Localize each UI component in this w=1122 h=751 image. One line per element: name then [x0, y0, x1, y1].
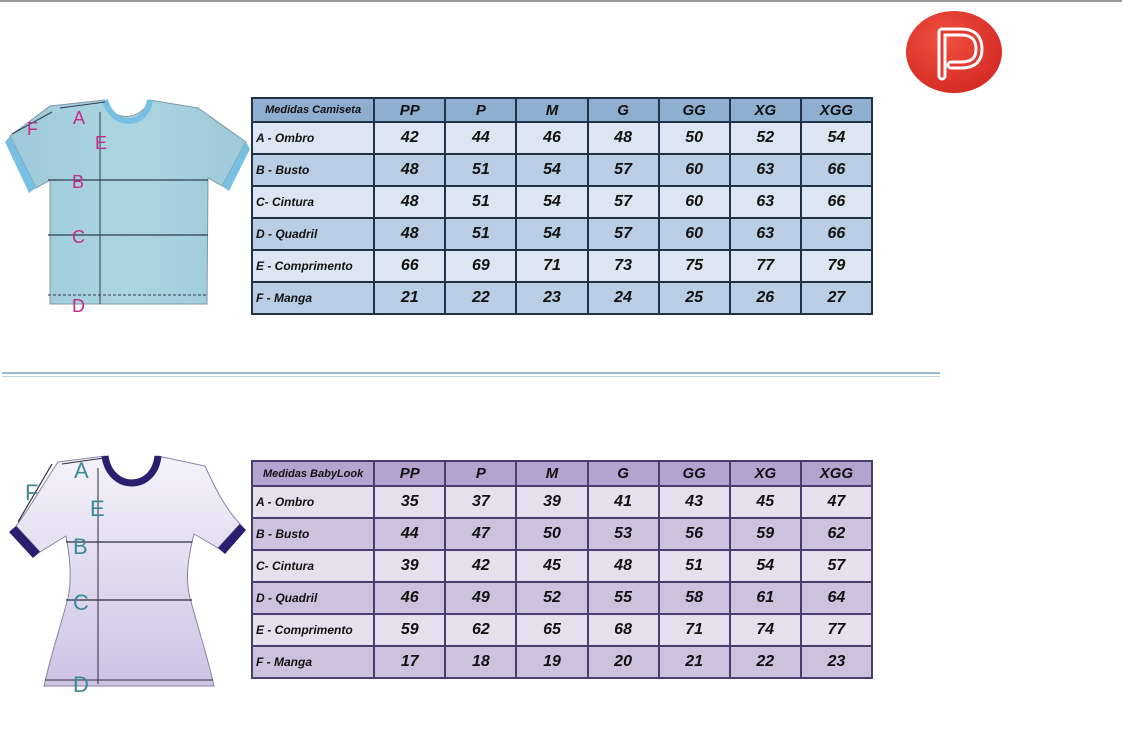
table-cell: 54 — [516, 218, 587, 250]
camiseta-size-table — [251, 97, 873, 315]
table-row — [252, 518, 872, 550]
size-header: XGG — [801, 98, 872, 122]
table-cell: 44 — [374, 518, 445, 550]
table-header-row — [252, 98, 872, 122]
row-label: B - Busto — [252, 154, 374, 186]
row-label: E - Comprimento — [252, 614, 374, 646]
table-cell: 52 — [730, 122, 801, 154]
table-cell: 44 — [445, 122, 516, 154]
table-cell: 66 — [801, 218, 872, 250]
size-header: G — [588, 98, 659, 122]
table-cell: 63 — [730, 154, 801, 186]
table-cell: 77 — [801, 614, 872, 646]
table-cell: 52 — [516, 582, 587, 614]
table-cell: 48 — [374, 218, 445, 250]
table-cell: 57 — [588, 186, 659, 218]
table-header-row — [252, 461, 872, 486]
size-header: G — [588, 461, 659, 486]
table-cell: 62 — [445, 614, 516, 646]
table-row — [252, 486, 872, 518]
shirt1-letter-e: E — [95, 133, 108, 153]
shirt2-letter-a: A — [74, 458, 89, 483]
row-label: C- Cintura — [252, 550, 374, 582]
shirt1-letter-b: B — [72, 172, 85, 192]
table-cell: 60 — [659, 186, 730, 218]
table-corner-title: Medidas Camiseta — [252, 98, 374, 122]
table-cell: 54 — [801, 122, 872, 154]
size-header: M — [516, 98, 587, 122]
table-cell: 59 — [730, 518, 801, 550]
size-header: GG — [659, 98, 730, 122]
table-cell: 60 — [659, 154, 730, 186]
row-label: D - Quadril — [252, 218, 374, 250]
size-header: PP — [374, 461, 445, 486]
shirt1-letter-d: D — [72, 296, 85, 316]
row-label: D - Quadril — [252, 582, 374, 614]
table-cell: 51 — [445, 218, 516, 250]
table-cell: 22 — [730, 646, 801, 678]
table-row — [252, 550, 872, 582]
table-cell: 65 — [516, 614, 587, 646]
size-header: M — [516, 461, 587, 486]
table-cell: 22 — [445, 282, 516, 314]
table-row — [252, 154, 872, 186]
section-divider — [2, 372, 940, 377]
table-cell: 63 — [730, 218, 801, 250]
shirt1-letter-c: C — [72, 227, 85, 247]
shirt2-letter-b: B — [73, 534, 88, 559]
table-cell: 51 — [445, 154, 516, 186]
shirt2-letter-f: F — [25, 480, 39, 505]
table-cell: 47 — [801, 486, 872, 518]
table-cell: 27 — [801, 282, 872, 314]
table-cell: 19 — [516, 646, 587, 678]
table-cell: 39 — [374, 550, 445, 582]
row-label: E - Comprimento — [252, 250, 374, 282]
table-row — [252, 646, 872, 678]
table-cell: 46 — [374, 582, 445, 614]
row-label: B - Busto — [252, 518, 374, 550]
table-cell: 51 — [659, 550, 730, 582]
table-cell: 43 — [659, 486, 730, 518]
table-cell: 54 — [730, 550, 801, 582]
table-cell: 62 — [801, 518, 872, 550]
table-cell: 39 — [516, 486, 587, 518]
row-label: F - Manga — [252, 282, 374, 314]
table-cell: 57 — [801, 550, 872, 582]
shirt1-letter-a: A — [73, 108, 86, 128]
shirt2-letter-d: D — [73, 672, 89, 696]
babylook-size-table — [251, 460, 873, 679]
table-cell: 49 — [445, 582, 516, 614]
shirt2-letter-e: E — [90, 496, 105, 521]
table-cell: 79 — [801, 250, 872, 282]
size-header: GG — [659, 461, 730, 486]
table-cell: 35 — [374, 486, 445, 518]
table-cell: 50 — [516, 518, 587, 550]
shirt2-letter-c: C — [73, 590, 89, 615]
size-header: PP — [374, 98, 445, 122]
table-cell: 68 — [588, 614, 659, 646]
table-cell: 51 — [445, 186, 516, 218]
row-label: C- Cintura — [252, 186, 374, 218]
table-cell: 71 — [659, 614, 730, 646]
table-cell: 48 — [588, 550, 659, 582]
table-row — [252, 582, 872, 614]
table-row — [252, 218, 872, 250]
table-cell: 55 — [588, 582, 659, 614]
table-row — [252, 282, 872, 314]
table-cell: 61 — [730, 582, 801, 614]
table-cell: 47 — [445, 518, 516, 550]
table-cell: 45 — [730, 486, 801, 518]
table-row — [252, 614, 872, 646]
table-cell: 50 — [659, 122, 730, 154]
size-header: P — [445, 98, 516, 122]
table-cell: 63 — [730, 186, 801, 218]
table-cell: 23 — [801, 646, 872, 678]
table-cell: 57 — [588, 218, 659, 250]
table-row — [252, 250, 872, 282]
size-header: P — [445, 461, 516, 486]
table-cell: 66 — [801, 186, 872, 218]
table-cell: 21 — [374, 282, 445, 314]
table-cell: 48 — [374, 154, 445, 186]
table-cell: 60 — [659, 218, 730, 250]
table-cell: 77 — [730, 250, 801, 282]
table-cell: 21 — [659, 646, 730, 678]
table-cell: 73 — [588, 250, 659, 282]
size-header: XGG — [801, 461, 872, 486]
table-cell: 53 — [588, 518, 659, 550]
table-cell: 48 — [588, 122, 659, 154]
table-cell: 23 — [516, 282, 587, 314]
row-label: A - Ombro — [252, 122, 374, 154]
table-cell: 18 — [445, 646, 516, 678]
table-cell: 59 — [374, 614, 445, 646]
size-header: XG — [730, 98, 801, 122]
table-row — [252, 122, 872, 154]
table-cell: 64 — [801, 582, 872, 614]
table-cell: 48 — [374, 186, 445, 218]
table-cell: 25 — [659, 282, 730, 314]
table-cell: 17 — [374, 646, 445, 678]
table-cell: 26 — [730, 282, 801, 314]
table-cell: 42 — [374, 122, 445, 154]
row-label: A - Ombro — [252, 486, 374, 518]
size-header: XG — [730, 461, 801, 486]
top-rule — [0, 0, 1122, 2]
table-row — [252, 186, 872, 218]
table-cell: 75 — [659, 250, 730, 282]
p-logo-icon — [905, 10, 1003, 94]
table-corner-title: Medidas BabyLook — [252, 461, 374, 486]
table-cell: 37 — [445, 486, 516, 518]
table-cell: 41 — [588, 486, 659, 518]
table-cell: 66 — [801, 154, 872, 186]
table-cell: 54 — [516, 154, 587, 186]
table-cell: 46 — [516, 122, 587, 154]
table-cell: 71 — [516, 250, 587, 282]
row-label: F - Manga — [252, 646, 374, 678]
table-cell: 54 — [516, 186, 587, 218]
camiseta-illustration — [0, 92, 250, 320]
table-cell: 74 — [730, 614, 801, 646]
table-cell: 69 — [445, 250, 516, 282]
table-cell: 56 — [659, 518, 730, 550]
table-cell: 42 — [445, 550, 516, 582]
table-cell: 58 — [659, 582, 730, 614]
table-cell: 66 — [374, 250, 445, 282]
table-cell: 45 — [516, 550, 587, 582]
table-cell: 57 — [588, 154, 659, 186]
shirt1-letter-f: F — [27, 119, 38, 139]
babylook-illustration — [0, 448, 250, 696]
table-cell: 20 — [588, 646, 659, 678]
table-cell: 24 — [588, 282, 659, 314]
